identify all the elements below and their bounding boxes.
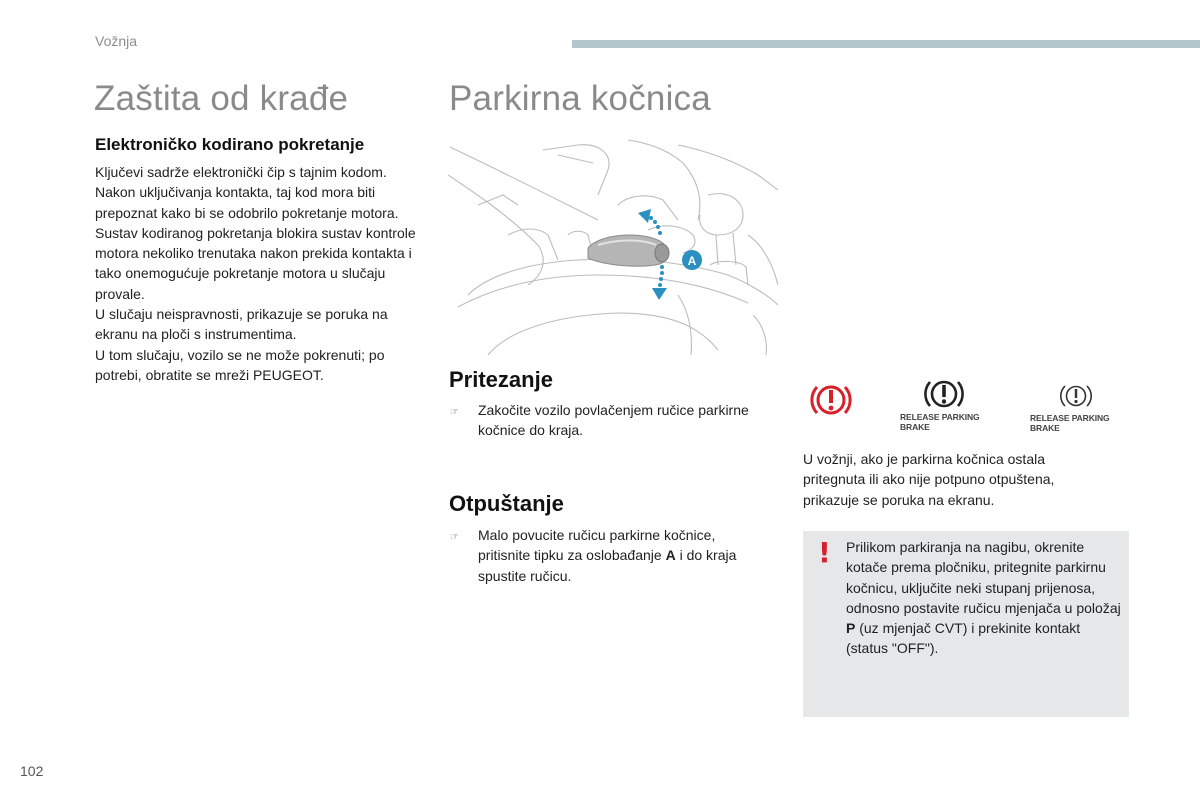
release-button-key: A <box>665 547 676 564</box>
otpustanje-instruction: Malo povucite ručicu parkirne kočnice, pritisnite tipku za oslobađanje A i do kraja spustite ručicu. <box>478 527 737 584</box>
paragraph: Ključevi sadrže elektronički čip s tajnim kodom. Nakon uključivanja kontakta, taj kod mora biti prepoznat kako bi se odobrilo pokretanje motora. <box>95 164 399 221</box>
parking-brake-illustration <box>448 135 778 357</box>
paragraph: U tom slučaju, vozilo se ne može pokrenuti; po potrebi, obratite se mreži PEUGEOT. <box>95 346 385 383</box>
parking-brake-warning-black-icon <box>923 376 965 417</box>
section-label: Vožnja <box>95 33 138 49</box>
gear-position-key: P <box>846 620 856 637</box>
list-item <box>449 525 769 586</box>
list-item <box>449 400 769 441</box>
parking-brake-warning-outline-icon <box>1059 381 1093 416</box>
info-box-text: Prilikom parkiranja na nagibu, okrenite kotače prema pločniku, pritegnite parkirnu kočnicu, uključite neki stupanj prijenosa, odnosno postavite ručicu mjenjača u položaj P (uz mjenjač CVT) i prekinite kontakt (status "OFF"). <box>846 539 1121 657</box>
parking-brake-warning-red-icon <box>810 380 852 425</box>
right-page-title: Parkirna kočnica <box>449 79 711 118</box>
header-bar <box>572 40 1200 48</box>
page-number: 102 <box>20 763 44 779</box>
otpustanje-list <box>449 525 769 586</box>
release-button-label: A <box>687 254 697 268</box>
otpustanje-heading: Otpuštanje <box>449 491 564 516</box>
paragraph: U slučaju neispravnosti, prikazuje se poruka na ekranu na ploči s instrumentima. <box>95 306 388 343</box>
left-page-title: Zaštita od krađe <box>94 79 349 118</box>
pritezanje-instruction: Zakočite vozilo povlačenjem ručice parkirne kočnice do kraja. <box>478 402 749 439</box>
pointing-hand-icon: ☞ <box>450 532 459 543</box>
left-body-text <box>95 162 430 385</box>
pointing-hand-icon: ☞ <box>450 407 459 418</box>
warning-caption: RELEASE PARKING BRAKE <box>900 412 980 432</box>
left-subheading: Elektroničko kodirano pokretanje <box>95 135 365 154</box>
pritezanje-list <box>449 400 769 441</box>
paragraph: Sustav kodiranog pokretanja blokira sustav kontrole motora nekoliko trenutaka nakon prekida kontakta i tako onemogućuje pokretanje motora u slučaju provale. <box>95 224 416 302</box>
exclamation-icon: ! <box>818 536 831 569</box>
pritezanje-heading: Pritezanje <box>449 367 553 392</box>
driving-warning-text: U vožnji, ako je parkirna kočnica ostala pritegnuta ili ako nije potpuno otpuštena, prikazuje se poruka na ekranu. <box>803 451 1055 508</box>
warning-caption: RELEASE PARKING BRAKE <box>1030 413 1110 433</box>
